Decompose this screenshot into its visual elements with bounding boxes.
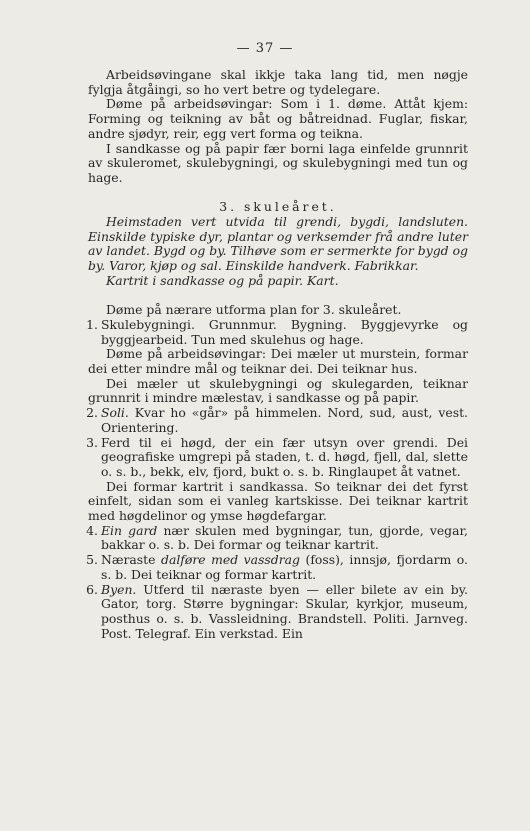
list-subparagraph: Dei mæler ut skulebygningi og skulegarden, teiknar grunnrit i mindre mælestav, i sandkasse og på papir. (88, 375, 468, 406)
list-item (88, 524, 468, 553)
list-item (88, 318, 468, 347)
section-intro: Kartrit i sandkasse og på papir. Kart. (106, 272, 339, 288)
list-text-pre: Næraste (101, 552, 162, 568)
paragraph: Døme på arbeidsøvingar: Som i 1. døme. Attåt kjem: Forming og teikning av båt og båtreidnad. Fuglar, fiskar, andre sjødyr, reir, egg vert forma og teikna. (88, 96, 468, 141)
list-text: (foss), innsjø, fjordarm o. s. b. Dei teiknar og formar kartrit. (101, 552, 468, 582)
paragraph: I sandkasse og på papir fær borni laga einfelde grunnrit av skuleromet, skulebygningi, og skulebygningi med tun og hage. (88, 140, 468, 185)
list-text: nær skulen med bygningar, tun, gjorde, vegar, bakkar o. s. b. Dei formar og teiknar kartrit. (101, 522, 468, 553)
list-number: 3. (86, 434, 98, 450)
paragraph: Døme på nærare utforma plan for 3. skuleåret. (106, 302, 402, 318)
list-item (88, 583, 468, 642)
list-number: 5. (86, 552, 98, 568)
list-subparagraph: Døme på arbeidsøvingar: Dei mæler ut murstein, formar dei etter mindre mål og teiknar dei. Dei teiknar hus. (88, 346, 468, 377)
list-text: Skulebygningi. Grunnmur. Bygning. Byggjevyrke og byggjearbeid. Tun med skulehus og hage. (101, 316, 468, 347)
section-heading: 3. skuleåret. (219, 199, 337, 215)
list-text: Kvar ho «går» på himmelen. Nord, sud, aust, vest. Orientering. (101, 405, 468, 435)
section-intro: Heimstaden vert utvida til grendi, bygdi, landsluten. Einskilde typiske dyr, plantar og verksemder frå andre luter av landet. Bygd og by. Tilhøve som er sermerkte for bygd og by. Varor, kjøp og sal. Einskilde handverk. Fabrikkar. (88, 214, 468, 274)
body-text (88, 68, 468, 641)
list-text: Utferd til næraste byen — eller bilete av ein by. Gator, torg. Større bygningar: Skular, kyrkjor, museum, posthus o. s. b. Vassleidning. Brandstell. Politi. Jarnveg. Post. Telegraf. Ein verkstad. Ein (101, 581, 468, 641)
list-label: Byen. (101, 581, 137, 597)
list-item (88, 553, 468, 582)
paragraph: Arbeidsøvingane skal ikkje taka lang tid, men nøgje fylgja åtgåingi, so ho vert betre og tydelegare. (88, 67, 468, 97)
list-number: 6. (86, 581, 98, 597)
list-item (88, 406, 468, 435)
list-item (88, 436, 468, 480)
list-number: 4. (86, 522, 98, 538)
list-label: Soli. (101, 405, 129, 421)
list-subparagraph: Dei formar kartrit i sandkassa. So teiknar dei det fyrst einfelt, sidan som ei vanleg kartskisse. Dei teiknar kartrit med høgdelinor og ymse høgdefargar. (88, 478, 468, 524)
list-label: dalføre med vassdrag (161, 552, 300, 568)
list-label: Ein gard (101, 522, 158, 538)
page-number: — 37 — (236, 41, 294, 56)
list-text: Ferd til ei høgd, der ein fær utsyn over grendi. Dei geografiske umgrepi på staden, t. d. høgd, fjell, dal, slette o. s. b., bekk, elv, fjord, bukt o. s. b. Ringlaupet åt vatnet. (101, 434, 468, 479)
list-number: 2. (86, 405, 98, 421)
list-number: 1. (86, 316, 98, 332)
